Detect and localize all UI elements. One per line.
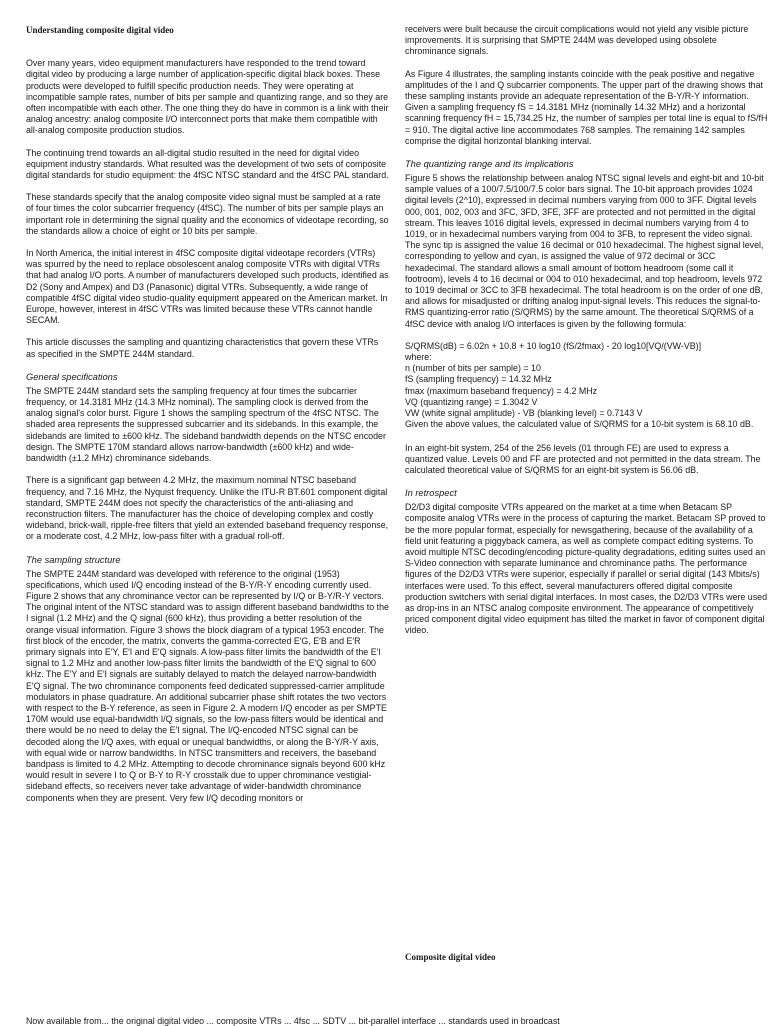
formula-line: where:: [405, 352, 432, 363]
formula-line: fS (sampling frequency) = 14.32 MHz: [405, 374, 552, 385]
clipped-text-line: Now available from... the original digital video ... composite VTRs ... 4fsc ... SDTV ... bit-parallel interface ... standards used in broadcast: [26, 1016, 560, 1026]
right-column: [405, 24, 768, 648]
paragraph: This article discusses the sampling and quantizing characteristics that govern these VTRs as specified in the SMPTE 244M standard.: [26, 337, 379, 359]
formula-line: Given the above values, the calculated value of S/QRMS for a 10-bit system is 68.10 dB.: [405, 419, 754, 430]
footer-title: Composite digital video: [405, 952, 496, 962]
document-title: Understanding composite digital video: [26, 25, 174, 35]
section-heading-quantizing: The quantizing range and its implications: [405, 159, 574, 170]
paragraph: As Figure 4 illustrates, the sampling instants coincide with the peak positive and negative amplitudes of the I and Q subcarrier components. The upper part of the drawing shows that these sampling instants provide an adequate representation of the B-Y/R-Y information. Given a sampling frequency fS = 14.3181 MHz (nominally 14.32 MHz) and a horizontal scanning frequency fH = 15,734.25 Hz, the number of samples per total line is equal to fS/fH = 910. The digital active line accommodates 768 samples. The remaining 142 samples comprise the digital horizontal blanking interval.: [405, 68, 768, 146]
section-heading-sampling: The sampling structure: [26, 554, 121, 565]
paragraph: There is a significant gap between 4.2 MHz, the maximum nominal NTSC baseband frequency, and 7.16 MHz, the Nyquist frequency. Unlike the ITU-R BT.601 component digital standard, SMPTE 244M does not specify the characteristics of the anti-aliasing and reconstruction filters. The manufacturer has the choice of developing complex and costly wideband, brick-wall, ripple-free filters that yield an extended baseband frequency response, or a moderate cost, 4.2 MHz, low-pass filter with a gradual roll-off.: [26, 475, 389, 542]
formula-line: VW (white signal amplitude) - VB (blanking level) = 0.7143 V: [405, 408, 643, 419]
paragraph: The SMPTE 244M standard was developed with reference to the original (1953) specifications, which used I/Q encoding instead of the B-Y/R-Y encoding currently used. Figure 2 shows that any chrominance vector can be represented by I/Q or B-Y/R-Y vectors. The original intent of the NTSC standard was to assign different baseband bandwidths to the I signal (1.2 MHz) and the Q signal (600 kHz), thus providing a better resolution of the orange visual information. Figure 3 shows the block diagram of a typical 1953 encoder. The first block of the encoder, the matrix, converts the gamma-corrected E′G, E′B and E′R primary signals into E′Y, E′I and E′Q signals. A low-pass filter limits the bandwidth of the E′I signal to 1.2 MHz and another low-pass filter limits the bandwidth of the E′Q signal to 600 kHz. The E′Y and E′I signals are suitably delayed to match the delayed narrow-bandwidth E′Q signal. The two chrominance components feed dedicated suppressed-carrier amplitude modulators in phase quadrature. An additional subcarrier phase shift rotates the two vectors with respect to the B-Y reference, as seen in Figure 2. A modern I/Q encoder as per SMPTE 170M would use equal-bandwidth I/Q signals, so the low-pass filters would be identical and there would be no need to delay the E′I signal. The I/Q-encoded NTSC signal can be decoded along the I/Q axes, with equal or unequal bandwidths, or along the B-Y/R-Y axis, with equal wide or narrow bandwidths. In NTSC transmitters and receivers, the baseband bandpass is limited to 4.2 MHz. Attempting to decode chrominance signals beyond 600 kHz would result in severe I to Q or B-Y to R-Y crosstalk due to upper chrominance vestigial-sideband effects, so receivers never take advantage of wider-bandwidth chrominance components when they are present. Very few I/Q decoding monitors or: [26, 568, 389, 803]
formula-line: fmax (maximum baseband frequency) = 4.2 MHz: [405, 385, 598, 396]
paragraph: These standards specify that the analog composite video signal must be sampled at a rate of four times the color subcarrier frequency (4fSC). The number of bits per sample plays an important role in determining the signal quality and the economics of videotape recording, so the standards allow a choice of eight or 10 bits per sample.: [26, 192, 389, 236]
paragraph: receivers were built because the circuit complications would not yield any visible picture improvements. It is surprising that SMPTE 244M was developed using obsolete chrominance signals.: [405, 24, 749, 57]
paragraph: In an eight-bit system, 254 of the 256 levels (01 through FE) are used to express a quantized value. Levels 00 and FF are protected and not permitted in the data stream. The calculated theoretical value of S/QRMS for an eight-bit system is 56.06 dB.: [405, 442, 761, 475]
paragraph: Figure 5 shows the relationship between analog NTSC signal levels and eight-bit and 10-bit sample values of a 100/7.5/100/7.5 color bars signal. The 10-bit approach provides 1024 digital levels (2^10), expressed in decimal numbers varying from 000 to 3FF. Digital levels 000, 001, 002, 003 and 3FC, 3FD, 3FE, 3FF are protected and not permitted in the digital stream. This leaves 1016 digital levels, expressed in decimal numbers varying from 4 to 1019, or in hexadecimal numbers varying from 004 to 3FB, to represent the video signal. The sync tip is assigned the value 16 decimal or 010 hexadecimal. The highest signal level, corresponding to yellow and cyan, is assigned the value of 972 decimal or 3CC hexadecimal. The standard allows a small amount of bottom headroom (some call it footroom), levels 4 to 16 decimal or 004 to 010 hexadecimal, and top headroom, levels 972 to 1019 decimal or 3CC to 3FB hexadecimal. The total headroom is on the order of one dB, and allows for misadjusted or drifting analog input-signal levels. This reduces the signal-to-RMS quantizing-error ratio (S/QRMS) by the same amount. The theoretical S/QRMS of a 4fSC device with analog I/O interfaces is given by the following formula:: [405, 173, 764, 329]
formula-line: S/QRMS(dB) = 6.02n + 10.8 + 10 log10 (fS/2fmax) - 20 log10[VQ/(VW-VB)]: [405, 340, 702, 351]
paragraph: D2/D3 digital composite VTRs appeared on the market at a time when Betacam SP composite analog VTRs were in the process of capturing the market. Betacam SP proved to be the more popular format, especially for newsgathering, because of the availability of a field unit featuring a piggyback camera, as well as complete compact editing systems. To avoid multiple NTSC decoding/encoding picture-quality degradations, editing suites used an S-Video connection with separate luminance and chrominance paths. The performance figures of the D2/D3 VTRs were superior, especially if parallel or serial digital (143 Mbits/s) interfaces were used. To this effect, several manufacturers offered digital composite production switchers with serial digital interfaces. In most cases, the D2/D3 VTRs were used as drop-ins in an NTSC analog composite environment. The appearance of competitively priced component digital video equipment has tilted the market in favor of component digital video.: [405, 502, 768, 636]
formula-block: [405, 341, 768, 431]
paragraph: The SMPTE 244M standard sets the sampling frequency at four times the subcarrier frequency, or 14.3181 MHz (14.3 MHz nominal). The sampling clock is derived from the analog signal's color burst. Figure 1 shows the sampling spectrum of the 4fSC NTSC. The shaded area represents the suppressed subcarrier and its sidebands. In this example, the sidebands are limited to ±600 kHz. The sideband bandwidth depends on the NTSC encoder design. The SMPTE 170M standard allows narrow-bandwidth (±600 kHz) and wide-bandwidth (±1.2 MHz) chrominance sidebands.: [26, 385, 386, 464]
paragraph: The continuing trend towards an all-digital studio resulted in the need for digital video equipment industry standards. What resulted was the development of two sets of composite digital standards for studio equipment: the 4fSC NTSC standard and the 4fSC PAL standard.: [26, 147, 389, 181]
left-column: [26, 22, 390, 815]
section-heading-retrospect: In retrospect: [405, 488, 457, 499]
paragraph: In North America, the initial interest in 4fSC composite digital videotape recorders (VTRs) was spurred by the need to replace obsolescent analog composite VTRs with digital VTRs that had analog I/O ports. A number of manufacturers developed such products, identified as D2 (Sony and Ampex) and D3 (Panasonic) digital VTRs. Subsequently, a wide range of compatible 4fSC digital video studio-quality equipment appeared on the American market. In Europe, however, interest in 4fSC VTRs was limited because these VTRs cannot handle SECAM.: [26, 248, 389, 326]
formula-line: n (number of bits per sample) = 10: [405, 363, 541, 374]
formula-line: VQ (quantizing range) = 1.3042 V: [405, 396, 538, 407]
section-heading-general: General specifications: [26, 371, 118, 382]
paragraph: Over many years, video equipment manufacturers have responded to the trend toward digital video by producing a large number of application-specific digital black boxes. These products were developed to fulfill specific production needs. They were operating at incompatible sample rates, number of bits per sample and quantizing range, and so they are often incompatible with each other. The one thing they do have in common is a link with their analog ancestry: analog composite I/O interconnect ports that make them compatible with all-analog composite production studios.: [26, 58, 389, 136]
